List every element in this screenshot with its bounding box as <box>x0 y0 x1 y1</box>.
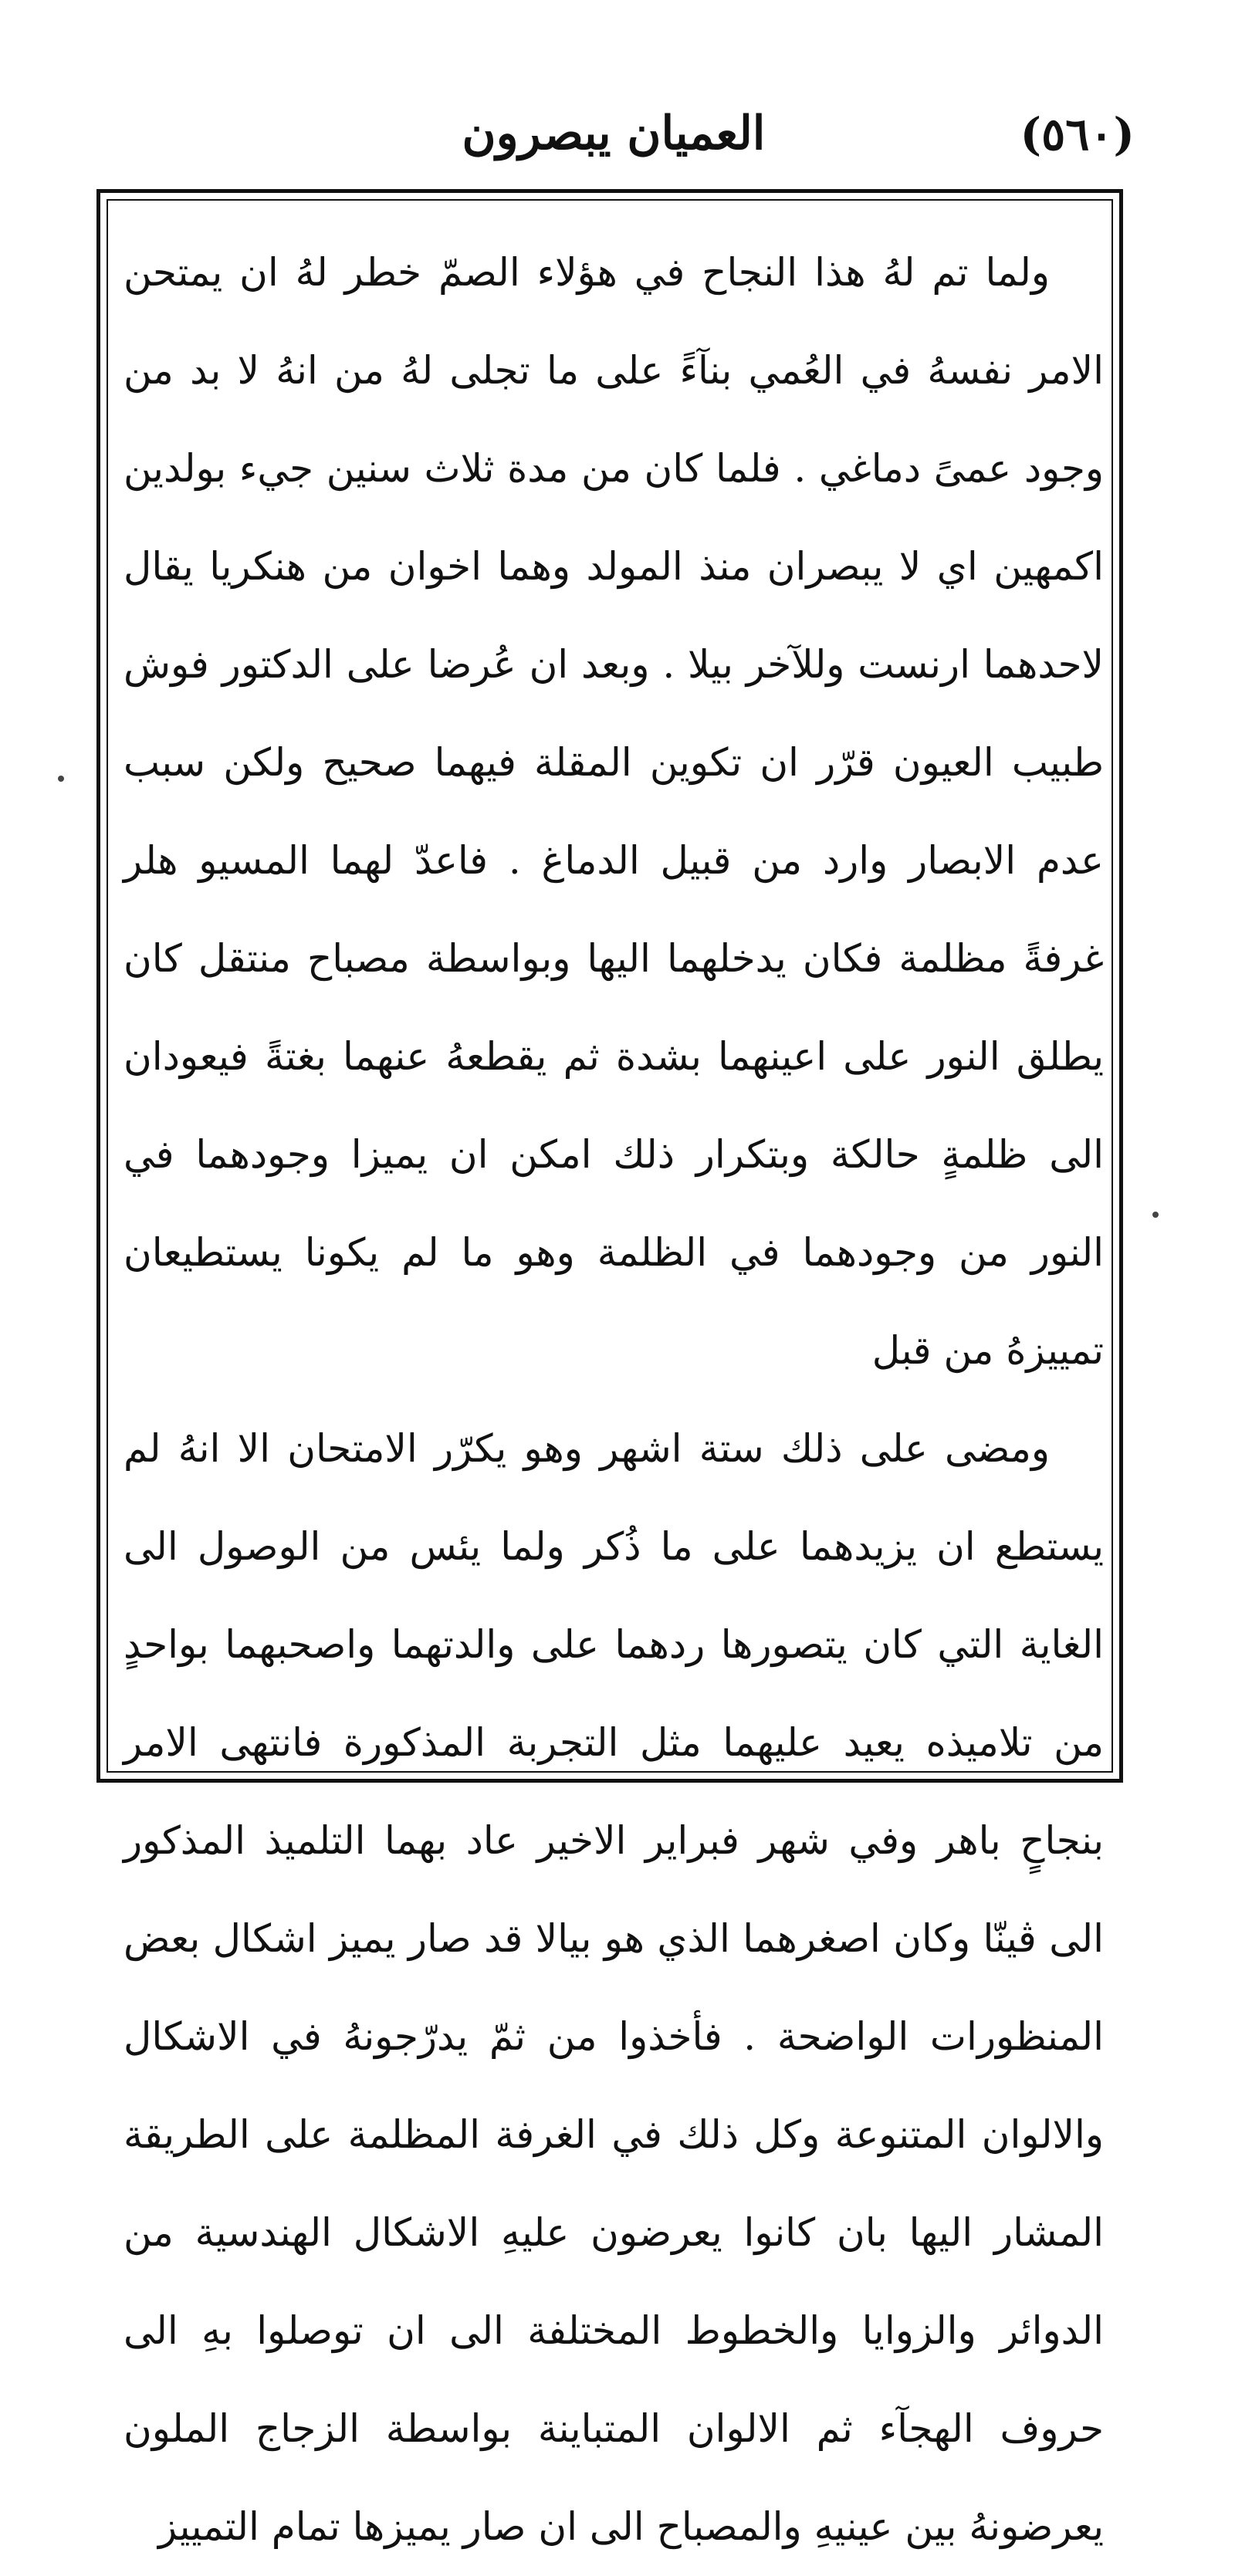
paragraph-2: ومضى على ذلك ستة اشهر وهو يكرّر الامتحان الا انهُ لم يستطع ان يزيدهما على ما ذُكر ولما يئس من الوصول الى الغاية التي كان يتصورها ردهما على والدتهما واصحبهما بواحدٍ من تلاميذه يعيد عليهما مثل التجربة المذكورة فانتهى الامر بنجاحٍ باهر وفي شهر فبراير الاخير عاد بهما التلميذ المذكور الى ڤينّا وكان اصغرهما الذي هو بيالا قد صار يميز اشكال بعض المنظورات الواضحة . فأخذوا من ثمّ يدرّجونهُ في الاشكال والالوان المتنوعة وكل ذلك في الغرفة المظلمة على الطريقة المشار اليها بان كانوا يعرضون عليهِ الاشكال الهندسية من الدوائر والزوايا والخطوط المختلفة الى ان توصلوا بهِ الى حروف الهجآء ثم الالوان المتباينة بواسطة الزجاج الملون يعرضونهُ بين عينيهِ والمصباح الى ان صار يميزها تمام التمييز <box>124 1426 1104 2549</box>
page-number: (٥٦٠) <box>1020 108 1135 161</box>
running-title: العميان يبصرون <box>462 106 766 161</box>
page-header <box>93 93 1135 177</box>
paragraph-1: ولما تم لهُ هذا النجاح في هؤلاء الصمّ خطر لهُ ان يمتحن الامر نفسهُ في العُمي بنآءً على ما تجلى لهُ من انهُ لا بد من وجود عمىً دماغي . فلما كان من مدة ثلاث سنين جيء بولدين اكمهين اي لا يبصران منذ المولد وهما اخوان من هنكريا يقال لاحدهما ارنست وللآخر بيلا . وبعد ان عُرضا على الدكتور فوش طبيب العيون قرّر ان تكوين المقلة فيهما صحيح ولكن سبب عدم الابصار وارد من قبيل الدماغ . فاعدّ لهما المسيو هلر غرفةً مظلمة فكان يدخلهما اليها وبواسطة مصباح منتقل كان يطلق النور على اعينهما بشدة ثم يقطعهُ عنهما بغتةً فيعودان الى ظلمةٍ حالكة وبتكرار ذلك امكن ان يميزا وجودهما في النور من وجودهما في الظلمة وهو ما لم يكونا يستطيعان تمييزهُ من قبل <box>124 250 1104 1373</box>
margin-speck <box>58 776 64 782</box>
margin-speck <box>1152 1212 1159 1218</box>
body-text <box>124 224 1104 2549</box>
